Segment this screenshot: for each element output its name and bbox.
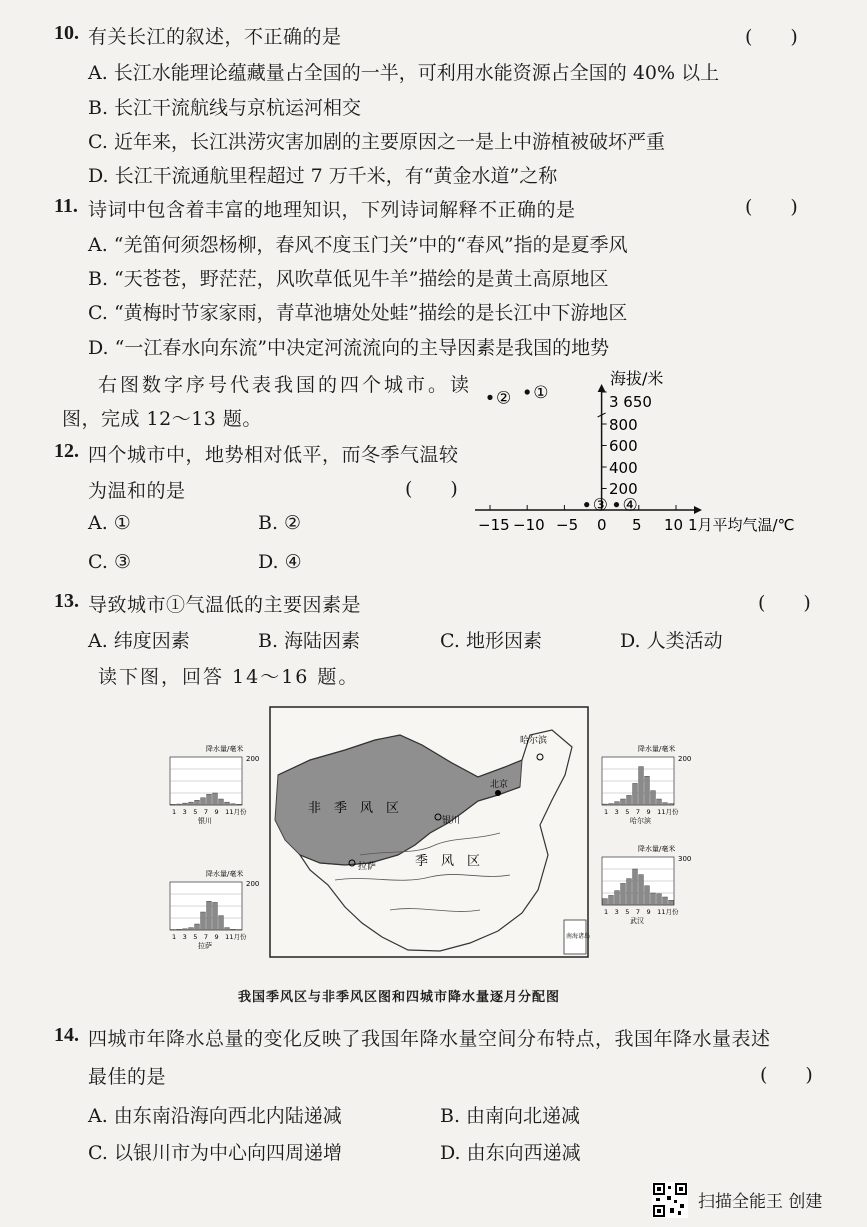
- q12-answer-bracket: ( ): [405, 478, 458, 500]
- bar-month-6: [633, 783, 638, 805]
- q13-option-b: B. 海陆因素: [258, 630, 361, 652]
- q12-number: 12.: [54, 440, 79, 462]
- bar-chart-city: 哈尔滨: [630, 817, 651, 825]
- bar-month-6: [201, 912, 206, 930]
- bar-month-3: [615, 891, 620, 905]
- bar-month-12: [669, 900, 674, 905]
- bar-chart-city: 银川: [198, 817, 212, 825]
- chart-point-label-4: ④: [622, 495, 638, 516]
- bar-chart-month-axis: 1 3 5 7 9 11月份: [604, 808, 679, 816]
- q12-stem-line1: 四个城市中，地势相对低平，而冬季气温较: [88, 444, 459, 466]
- altitude-temperature-scatter-chart: [470, 360, 850, 540]
- intro-12-13-line2: 图，完成 12～13 题。: [62, 408, 262, 430]
- chart-y-axis-arrow: [598, 384, 606, 392]
- bar-month-8: [213, 793, 218, 805]
- chart-x-axis-label: 1月平均气温/℃: [688, 516, 795, 534]
- chart-point-label-2: ②: [496, 388, 512, 409]
- q14-number: 14.: [54, 1024, 79, 1046]
- chart-x-tick-m15: −15: [478, 516, 510, 534]
- bar-month-10: [657, 799, 662, 805]
- bar-month-6: [201, 798, 206, 805]
- q10-stem: 有关长江的叙述，不正确的是: [88, 26, 342, 48]
- bar-chart-unit: 降水量/毫米: [206, 745, 244, 753]
- bar-month-10: [225, 928, 230, 930]
- chart-point-4: [614, 502, 619, 507]
- q12-stem-line2: 为温和的是: [88, 480, 186, 502]
- bar-month-3: [183, 803, 188, 805]
- q13-number: 13.: [54, 590, 79, 612]
- bar-month-12: [669, 804, 674, 805]
- q10-option-d: D. 长江干流通航里程超过 7 万千米，有“黄金水道”之称: [88, 165, 558, 187]
- chart-point-label-1: ①: [533, 383, 549, 403]
- chart-y-tick-400: 400: [609, 459, 638, 477]
- beijing-marker: [495, 790, 501, 796]
- qr-code-icon: [652, 1182, 688, 1218]
- bar-month-4: [189, 802, 194, 805]
- bar-month-2: [609, 804, 614, 805]
- q11-option-a: A. “羌笛何须怨杨柳，春风不度玉门关”中的“春风”指的是夏季风: [88, 234, 628, 256]
- q13-option-a: A. 纬度因素: [88, 630, 190, 652]
- q10-number: 10.: [54, 22, 79, 44]
- q11-number: 11.: [54, 195, 78, 217]
- bar-month-11: [663, 897, 668, 905]
- chart-y-tick-3650: 3 650: [609, 393, 652, 411]
- bar-month-5: [195, 800, 200, 805]
- q10-answer-bracket: ( ): [745, 26, 798, 48]
- non-monsoon-label: 非 季 风 区: [308, 801, 400, 816]
- bar-month-2: [609, 895, 614, 905]
- bar-chart-ymax: 300: [678, 855, 692, 863]
- bar-chart-unit: 降水量/毫米: [638, 745, 676, 753]
- q11-option-c: C. “黄梅时节家家雨，青草池塘处处蛙”描绘的是长江中下游地区: [88, 302, 628, 324]
- bar-month-4: [621, 799, 626, 805]
- chart-x-tick-0: 0: [597, 516, 607, 534]
- bar-month-10: [657, 894, 662, 905]
- bar-month-9: [651, 791, 656, 805]
- south-sea-label: 南海诸岛: [566, 933, 591, 940]
- q13-stem: 导致城市①气温低的主要因素是: [88, 594, 362, 616]
- bar-month-7: [207, 794, 212, 805]
- chart-x-tick-5: 5: [632, 516, 642, 534]
- bar-month-1: [603, 804, 608, 805]
- bar-month-7: [207, 901, 212, 930]
- q12-option-d: D. ④: [258, 551, 302, 573]
- chart-point-label-3: ③: [592, 495, 608, 516]
- bar-month-4: [621, 883, 626, 905]
- intro-14-16: 读下图，回答 14～16 题。: [98, 666, 360, 688]
- q14-stem-line1: 四城市年降水总量的变化反映了我国年降水量空间分布特点，我国年降水量表述: [88, 1028, 771, 1050]
- chart-point-2: [487, 395, 492, 400]
- map-caption: 我国季风区与非季风区图和四城市降水量逐月分配图: [238, 990, 561, 1005]
- bar-month-11: [231, 804, 236, 805]
- q12-option-c: C. ③: [88, 551, 131, 573]
- harbin-label: 哈尔滨: [520, 736, 548, 746]
- q11-answer-bracket: ( ): [745, 196, 798, 218]
- bar-month-5: [627, 879, 632, 905]
- chart-point-1: [525, 389, 530, 394]
- chart-point-3: [584, 502, 589, 507]
- bar-month-10: [225, 802, 230, 805]
- bar-month-3: [615, 802, 620, 805]
- bar-month-1: [603, 899, 608, 905]
- q14-option-b: B. 由南向北递减: [440, 1105, 581, 1127]
- bar-month-12: [237, 804, 242, 805]
- monsoon-region-map-figure: [160, 705, 700, 965]
- chart-x-tick-m10: −10: [513, 516, 545, 534]
- chart-x-axis-arrow: [694, 506, 702, 514]
- bar-month-5: [627, 795, 632, 805]
- bar-chart-unit: 降水量/毫米: [206, 870, 244, 878]
- q13-option-d: D. 人类活动: [620, 630, 723, 652]
- q14-answer-bracket: ( ): [760, 1064, 813, 1086]
- bar-month-9: [219, 799, 224, 805]
- bar-month-4: [189, 928, 194, 930]
- q11-option-d: D. “一江春水向东流”中决定河流流向的主导因素是我国的地势: [88, 337, 610, 359]
- beijing-label: 北京: [490, 780, 509, 790]
- q13-option-c: C. 地形因素: [440, 630, 542, 652]
- bar-month-3: [183, 929, 188, 930]
- precipitation-chart-lhasa: [170, 869, 259, 950]
- scanner-watermark: 扫描全能王 创建: [698, 1192, 823, 1212]
- chart-y-tick-800: 800: [609, 416, 638, 434]
- lhasa-label: 拉萨: [358, 862, 377, 872]
- chart-y-tick-200: 200: [609, 480, 638, 498]
- q10-option-b: B. 长江干流航线与京杭运河相交: [88, 97, 362, 119]
- bar-month-8: [213, 902, 218, 930]
- intro-12-13-line1: 右图数字序号代表我国的四个城市。读: [98, 374, 473, 396]
- bar-month-8: [645, 886, 650, 905]
- q14-stem-line2: 最佳的是: [88, 1066, 167, 1088]
- precipitation-chart-yinchuan: [170, 744, 259, 825]
- yinchuan-label: 银川: [442, 816, 461, 826]
- bar-month-9: [219, 916, 224, 930]
- q11-stem: 诗词中包含着丰富的地理知识，下列诗词解释不正确的是: [88, 199, 576, 221]
- q12-option-a: A. ①: [88, 512, 131, 534]
- q11-option-b: B. “天苍苍，野茫茫，风吹草低见牛羊”描绘的是黄土高原地区: [88, 268, 609, 290]
- bar-chart-unit: 降水量/毫米: [638, 845, 676, 853]
- monsoon-label: 季 风 区: [415, 854, 481, 869]
- q14-option-d: D. 由东向西递减: [440, 1142, 581, 1164]
- chart-y-tick-600: 600: [609, 437, 638, 455]
- bar-chart-city: 武汉: [630, 917, 644, 925]
- q14-option-c: C. 以银川市为中心向四周递增: [88, 1142, 342, 1164]
- bar-month-6: [633, 869, 638, 905]
- bar-chart-month-axis: 1 3 5 7 9 11月份: [172, 808, 247, 816]
- bar-month-9: [651, 893, 656, 905]
- chart-y-axis-label: 海拔/米: [610, 369, 664, 388]
- bar-chart-ymax: 200: [246, 880, 260, 888]
- bar-chart-ymax: 200: [246, 755, 260, 763]
- bar-month-11: [231, 929, 236, 930]
- bar-month-11: [663, 803, 668, 805]
- bar-month-5: [195, 924, 200, 930]
- precipitation-chart-wuhan: [602, 844, 691, 925]
- q14-option-a: A. 由东南沿海向西北内陆递减: [88, 1105, 342, 1127]
- bar-month-7: [639, 767, 644, 805]
- bar-month-2: [177, 804, 182, 805]
- chart-x-tick-m5: −5: [556, 516, 579, 534]
- bar-chart-city: 拉萨: [198, 942, 212, 950]
- bar-chart-month-axis: 1 3 5 7 9 11月份: [604, 908, 679, 916]
- precipitation-chart-harbin: [602, 744, 691, 825]
- bar-chart-month-axis: 1 3 5 7 9 11月份: [172, 933, 247, 941]
- q10-option-c: C. 近年来，长江洪涝灾害加剧的主要原因之一是上中游植被破坏严重: [88, 131, 665, 153]
- bar-month-1: [171, 804, 176, 805]
- chart-x-tick-10: 10: [664, 516, 684, 534]
- q13-answer-bracket: ( ): [758, 592, 811, 614]
- bar-chart-ymax: 200: [678, 755, 692, 763]
- bar-month-7: [639, 875, 644, 905]
- bar-month-8: [645, 776, 650, 805]
- q12-option-b: B. ②: [258, 512, 302, 534]
- bar-month-2: [177, 929, 182, 930]
- q10-option-a: A. 长江水能理论蕴藏量占全国的一半，可利用水能资源占全国的 40% 以上: [88, 62, 720, 84]
